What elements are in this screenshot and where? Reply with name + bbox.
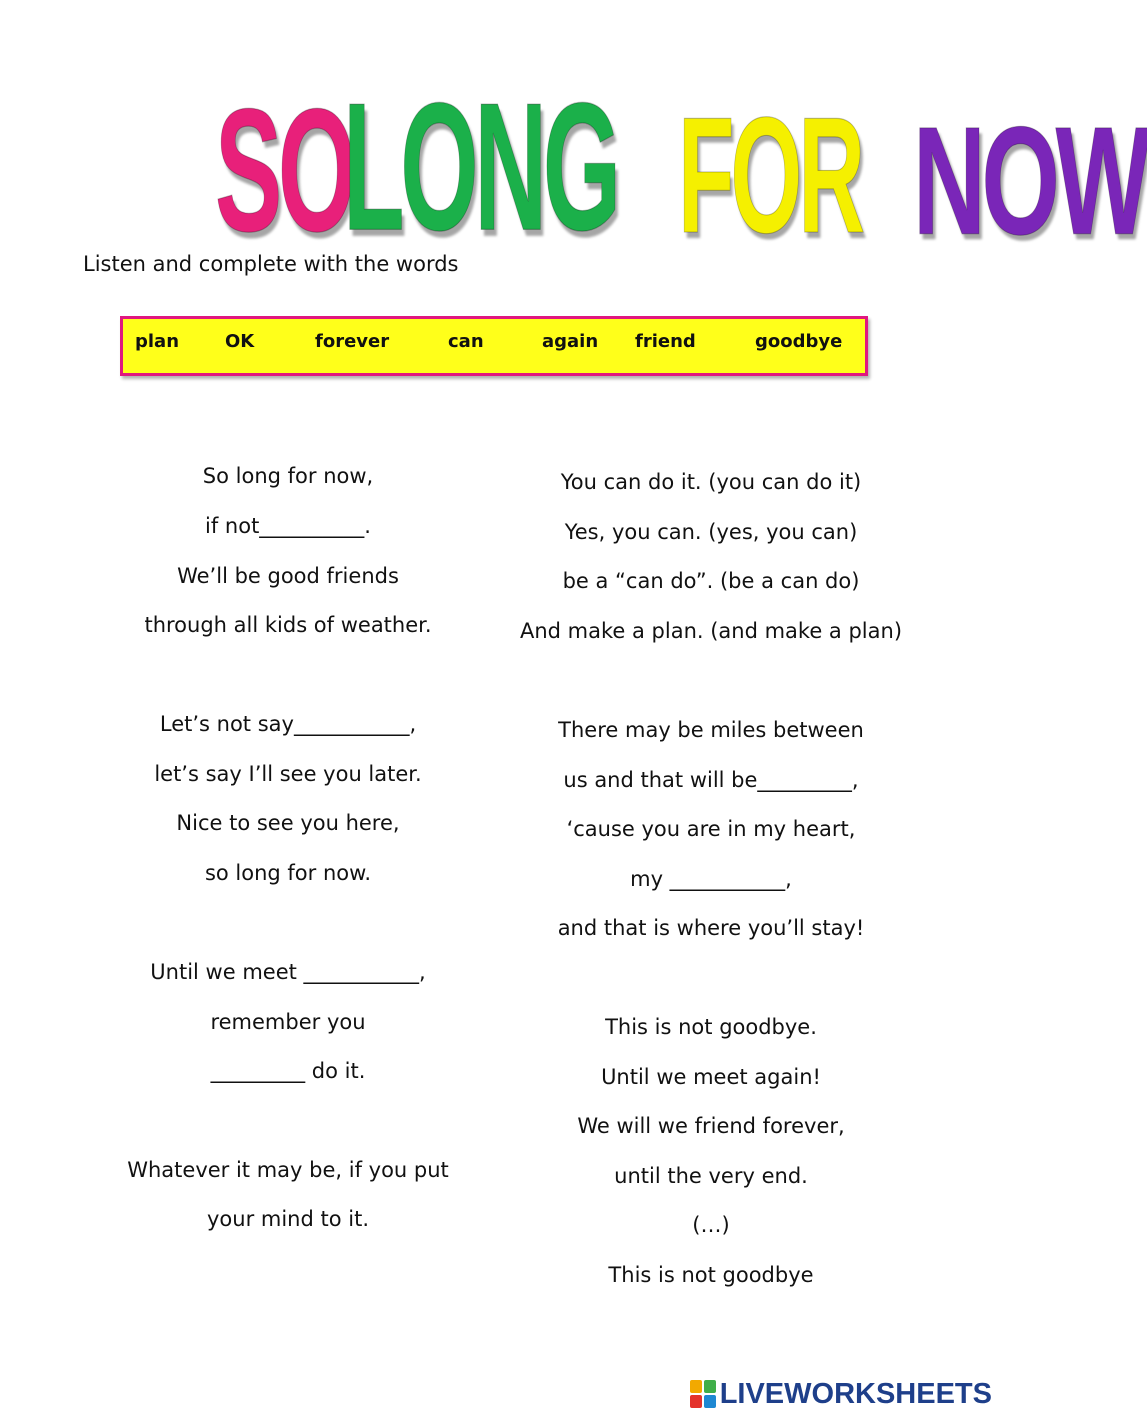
lyric-line: let’s say I’ll see you later. (154, 762, 422, 786)
lyric-line: Nice to see you here, (176, 811, 400, 835)
lyric-line: so long for now. (204, 861, 372, 885)
lyric-line: your mind to it. (206, 1207, 370, 1231)
lyric-line: We’ll be good friends (177, 564, 399, 588)
title-word-long: LONG (343, 64, 618, 269)
lyric-line-blank[interactable]: Until we meet ___________, (150, 960, 426, 984)
word-bank-item: goodbye (755, 331, 843, 352)
word-bank-item: OK (225, 331, 255, 352)
lyric-line: and that is where you’ll stay! (557, 916, 865, 940)
liveworksheets-logo-icon (690, 1380, 716, 1408)
word-bank-item: can (448, 331, 484, 352)
word-bank (120, 316, 868, 376)
lyric-line: through all kids of weather. (144, 613, 432, 637)
worksheet-title (215, 64, 1147, 269)
lyric-line: ‘cause you are in my heart, (566, 817, 856, 841)
lyric-line: remember you (210, 1010, 366, 1034)
title-word-now: NOW (913, 94, 1147, 267)
word-bank-item: forever (315, 331, 390, 352)
lyric-line: Whatever it may be, if you put (127, 1158, 449, 1182)
lyric-line-blank[interactable]: Let’s not say___________, (159, 712, 417, 736)
lyric-line: So long for now, (202, 464, 374, 488)
lyric-line: You can do it. (you can do it) (560, 470, 862, 494)
title-word-for: FOR (677, 82, 861, 268)
word-bank-item: plan (135, 331, 180, 352)
lyric-line: be a “can do”. (be a can do) (562, 569, 860, 593)
lyric-line-blank[interactable]: my ___________, (630, 867, 792, 891)
instruction-text: Listen and complete with the words (83, 252, 459, 276)
lyric-line-blank[interactable]: us and that will be_________, (563, 768, 859, 792)
lyric-line: This is not goodbye (608, 1263, 814, 1287)
logo-text: LIVEWORKSHEETS (719, 1377, 992, 1410)
lyric-line: This is not goodbye. (605, 1015, 817, 1039)
lyric-line: Yes, you can. (yes, you can) (564, 520, 858, 544)
lyric-line: until the very end. (614, 1164, 808, 1188)
lyric-line: We will we friend forever, (577, 1114, 845, 1138)
lyric-line: Until we meet again! (601, 1065, 821, 1089)
lyric-line-blank[interactable]: _________ do it. (210, 1059, 366, 1083)
lyric-line: And make a plan. (and make a plan) (519, 619, 903, 643)
word-bank-item: friend (635, 331, 696, 352)
lyric-line: (…) (692, 1213, 730, 1237)
liveworksheets-logo[interactable] (690, 1377, 992, 1411)
title-word-so: SO (215, 71, 353, 268)
lyric-line: There may be miles between (558, 718, 864, 742)
word-bank-item: again (542, 331, 599, 352)
lyric-line-blank[interactable]: if not__________. (205, 514, 371, 538)
